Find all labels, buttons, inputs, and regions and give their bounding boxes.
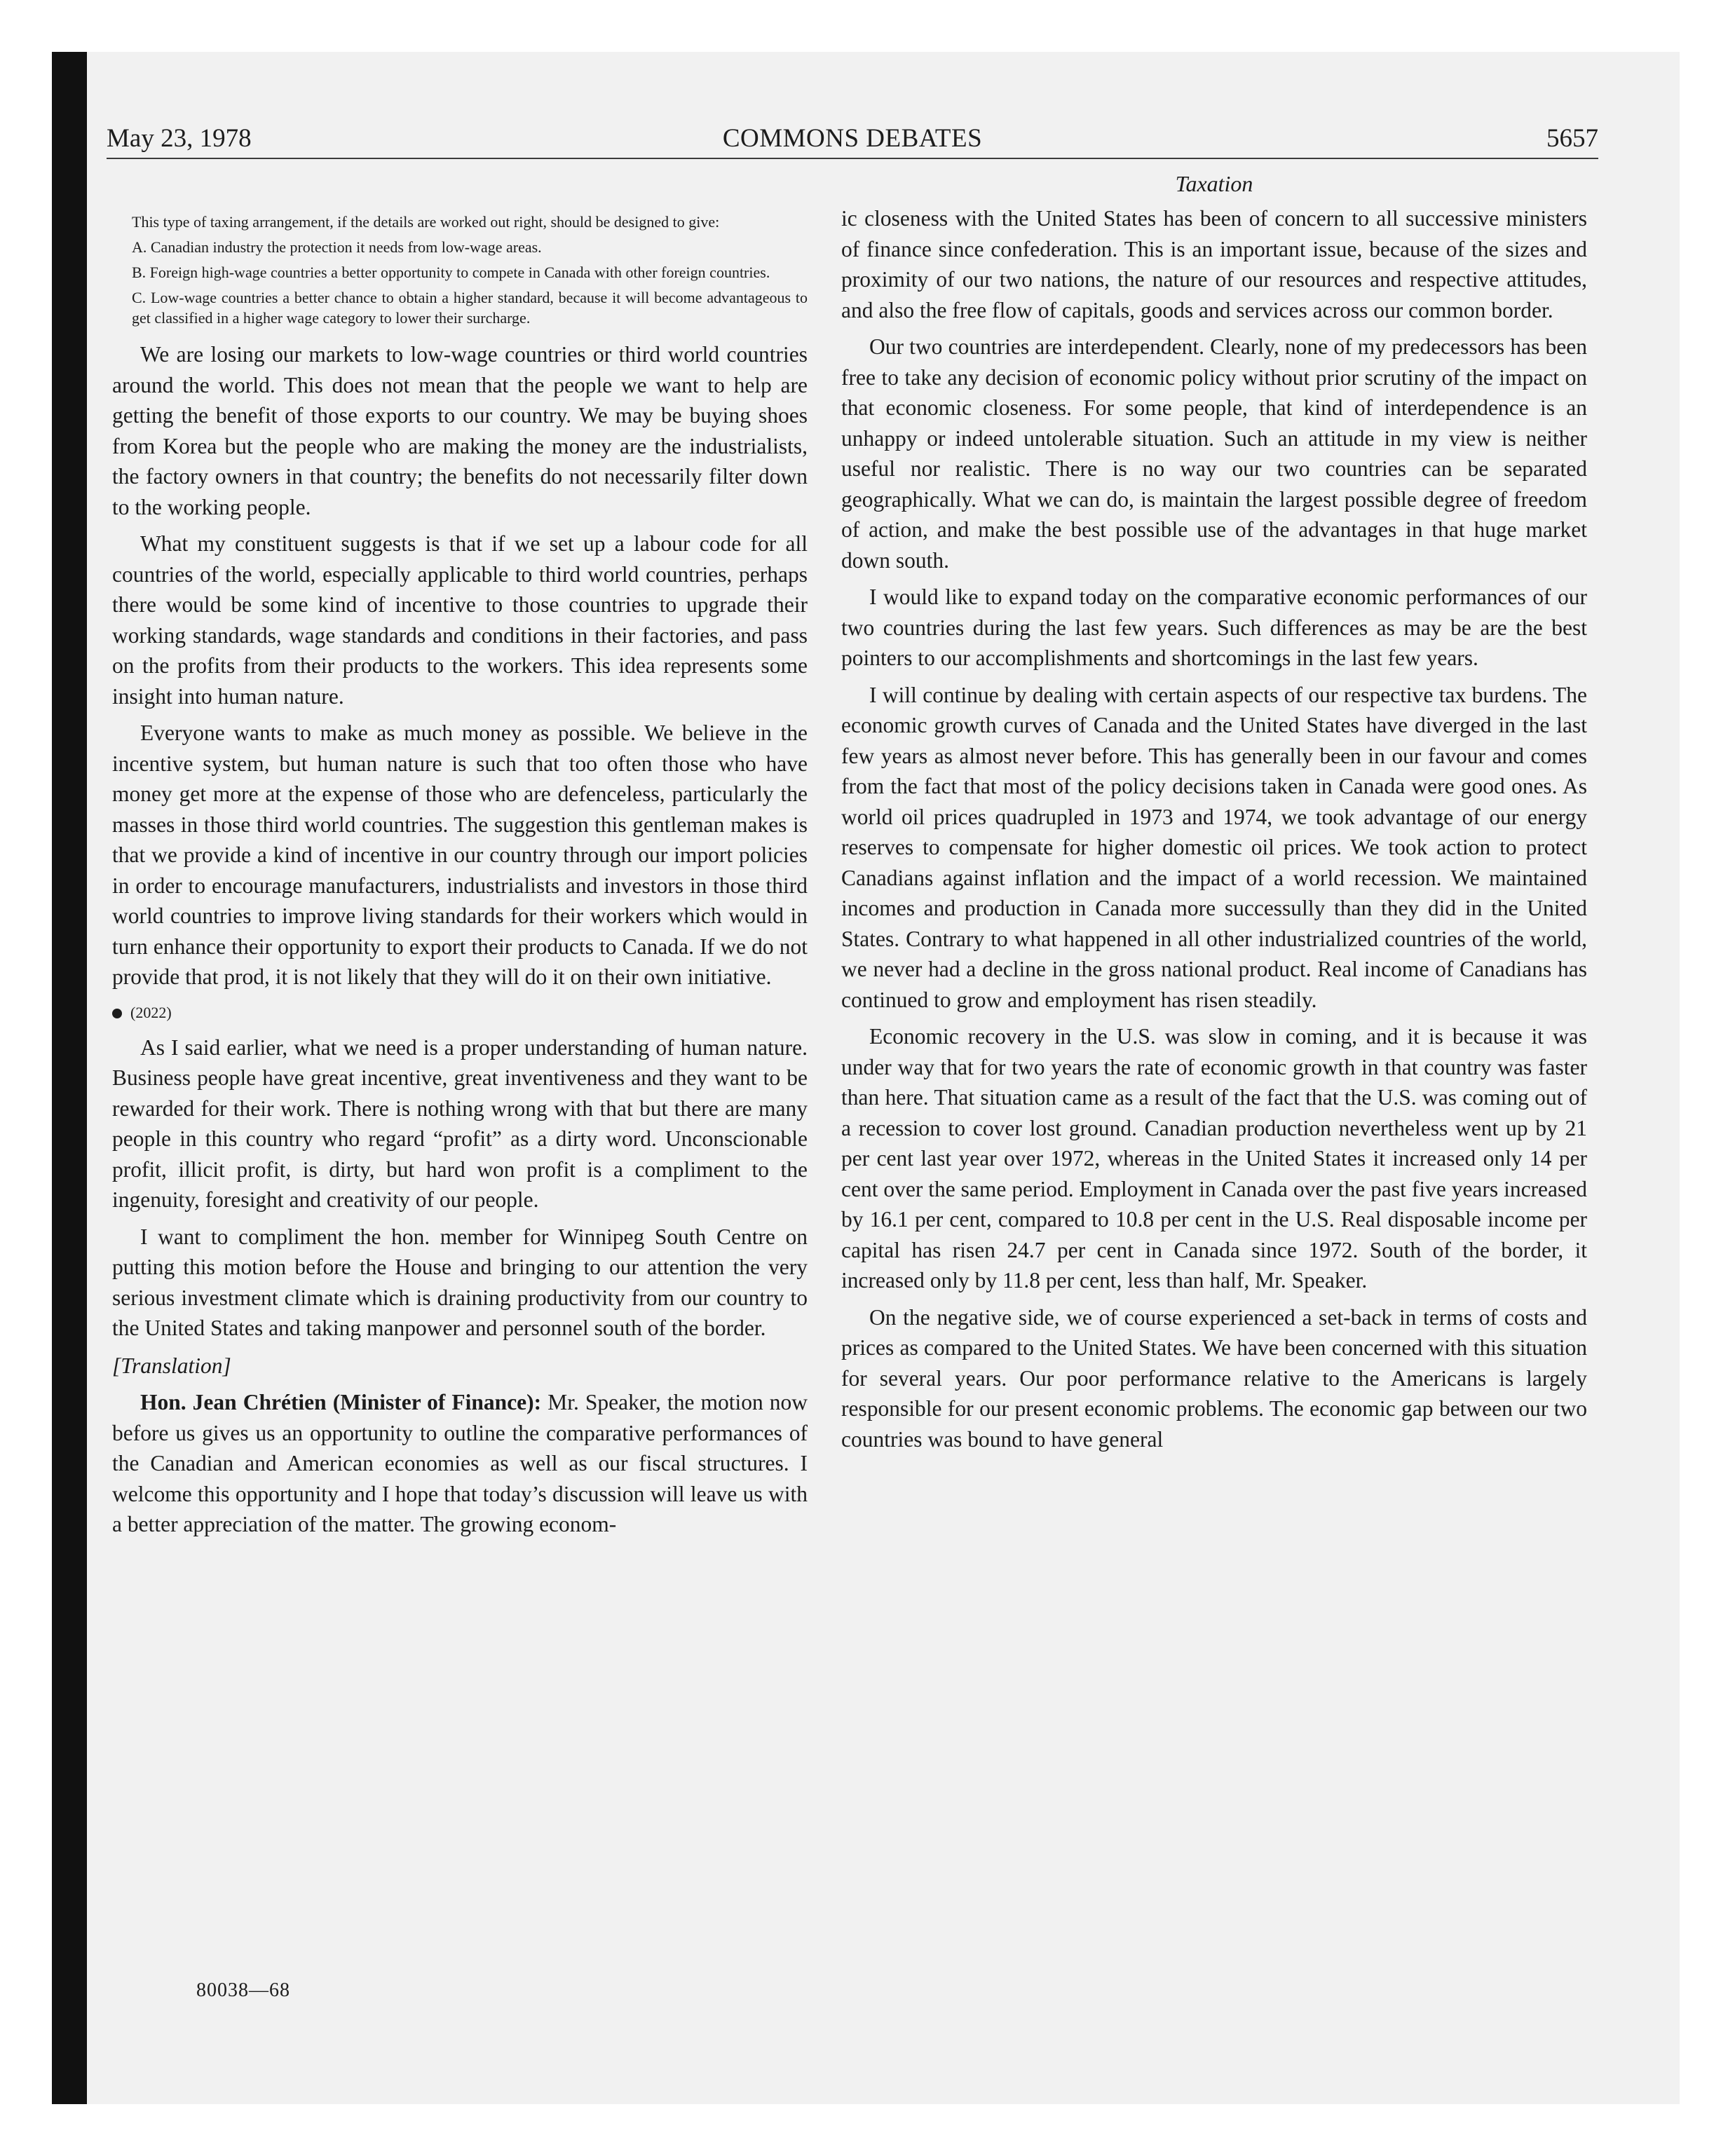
right-column — [841, 203, 1587, 1461]
header-rule — [107, 158, 1598, 159]
page-header — [107, 121, 1598, 157]
header-page-number: 5657 — [1546, 124, 1598, 153]
translation-marker: [Translation] — [112, 1353, 231, 1378]
header-journal-title: COMMONS DEBATES — [722, 124, 983, 153]
quote-item-b: B. Foreign high-wage countries a better opportunity to compete in Canada with other foreign countries. — [132, 264, 770, 281]
continued-paragraph: ic closeness with the United States has been of concern to all successive ministers of finance since confederation. This is an important issue, because of the sizes and proximity of our two nations, the nature of our resources and respective attitudes, and also the free flow of capitals, goods and services across our common border. — [841, 206, 1587, 322]
paragraph: I want to compliment the hon. member for Winnipeg South Centre on putting this motion before the House and bringing to our attention the very serious investment climate which is draining productivity from our country to the United States and taking manpower and personnel south of the border. — [112, 1224, 808, 1340]
paragraph: What my constituent suggests is that if we set up a labour code for all countries of the world, especially applicable to third world countries, perhaps there would be some kind of incentive to those countries to upgrade their working standards, wage standards and conditions in their factories, and pass on the profits from their products to the workers. This idea represents some insight into human nature. — [112, 531, 808, 709]
speaker-paragraph — [112, 1387, 808, 1540]
paragraph: On the negative side, we of course experienced a set-back in terms of costs and prices as compared to the United States. We have been concerned with this situation for several years. Our poor performance relative to the Americans is largely responsible for our present economic problems. The economic gap between our two countries was bound to have general — [841, 1304, 1587, 1452]
time-marker — [112, 999, 808, 1027]
paragraph: I would like to expand today on the comparative economic performances of our two countries during the last few years. Such differences as may be are the best pointers to our accomplishments and shortcomings in the last few years. — [841, 585, 1587, 670]
paragraph: We are losing our markets to low-wage countries or third world countries around the world. This does not mean that the people we want to help are getting the benefit of those exports to our country. We may be buying shoes from Korea but the people who are making the money are the industrialists, the factory owners in that country; the benefits do not necessarily filter down to the working people. — [112, 342, 808, 519]
paragraph: As I said earlier, what we need is a proper understanding of human nature. Business people have great incentive, great inventiveness and they want to be rewarded for their work. There is nothing wrong with that but there are many people in this country who regard “profit” as a dirty word. Unconscionable profit, illicit profit, is dirty, but hard won profit is a compliment to the ingenuity, foresight and creativity of our people. — [112, 1035, 808, 1212]
section-title: Taxation — [1175, 171, 1253, 196]
left-column — [112, 212, 808, 1546]
paragraph: I will continue by dealing with certain aspects of our respective tax burdens. The economic growth curves of Canada and the United States have diverged in the last few years as almost never before. This has generally been in our favour and comes from the fact that most of the policy decisions taken in Canada were good ones. As world oil prices quadrupled in 1973 and 1974, we took advantage of our energy reserves to compensate for higher domestic oil prices. We took action to protect Canadians against inflation and the impact of a world recession. We maintained incomes and production in Canada more successully than they did in the United States. Contrary to what happened in all other industrialized countries of the world, we never had a decline in the gross national product. Real income of Canadians has continued to grow and employment has risen steadily. — [841, 682, 1587, 1012]
binding-edge — [52, 52, 87, 2104]
quote-intro: This type of taxing arrangement, if the details are worked out right, should be designed to give: — [132, 213, 720, 231]
paragraph: Our two countries are interdependent. Clearly, none of my predecessors has been free to take any decision of economic policy without prior scrutiny of the impact on that economic closeness. For some people, that kind of interdependence is an unhappy or indeed untolerable situation. Such an attitude in my view is neither useful nor realistic. There is no way our two countries can be separated geographically. What we can do, is maintain the largest possible degree of freedom of action, and make the best possible use of the advantages in that huge market down south. — [841, 334, 1587, 573]
time-marker-text: (2022) — [130, 1003, 172, 1021]
header-date: May 23, 1978 — [107, 124, 252, 153]
paragraph: Everyone wants to make as much money as possible. We believe in the incentive system, but human nature is such that too often those who have money get more at the expense of those who are defenceless, particularly the masses in those third world countries. The suggestion this gentleman makes is that we provide a kind of incentive in our country through our import policies in order to encourage manufacturers, industrialists and investors in those third world countries to improve living standards for their workers which would in turn enhance their opportunity to export their products to Canada. If we do not provide that prod, it is not likely that they will do it on their own initiative. — [112, 721, 808, 989]
footer-printer-code: 80038—68 — [196, 1979, 290, 2001]
quote-item-c: C. Low-wage countries a better chance to obtain a higher standard, because it will become advantageous to get classified in a higher wage category to lower their surcharge. — [132, 289, 808, 327]
paragraph: Economic recovery in the U.S. was slow in coming, and it is because it was under way that for two years the rate of economic growth in that country was faster than here. That situation came as a result of the fact that the U.S. was coming out of a recession to cover lost ground. Canadian production nevertheless went up by 21 per cent last year over 1972, whereas in the United States it increased only 14 per cent over the same period. Employment in Canada over the past five years increased by 16.1 per cent, compared to 10.8 per cent in the U.S. Real disposable income per capital has risen 24.7 per cent in Canada since 1972. South of the border, it increased only by 11.8 per cent, less than half, Mr. Speaker. — [841, 1024, 1587, 1292]
speaker-text: Mr. Speaker, the motion now before us gives us an opportunity to outline the comparative performances of the Canadian and American economies as well as our fiscal structures. I welcome this opportunity and I hope that today’s discussion will leave us with a better appreciation of the matter. The growing econom- — [112, 1390, 808, 1536]
speaker-name: Hon. Jean Chrétien (Minister of Finance): — [140, 1390, 542, 1414]
quote-item-a: A. Canadian industry the protection it needs from low-wage areas. — [132, 238, 542, 256]
bullet-icon — [112, 1009, 122, 1018]
